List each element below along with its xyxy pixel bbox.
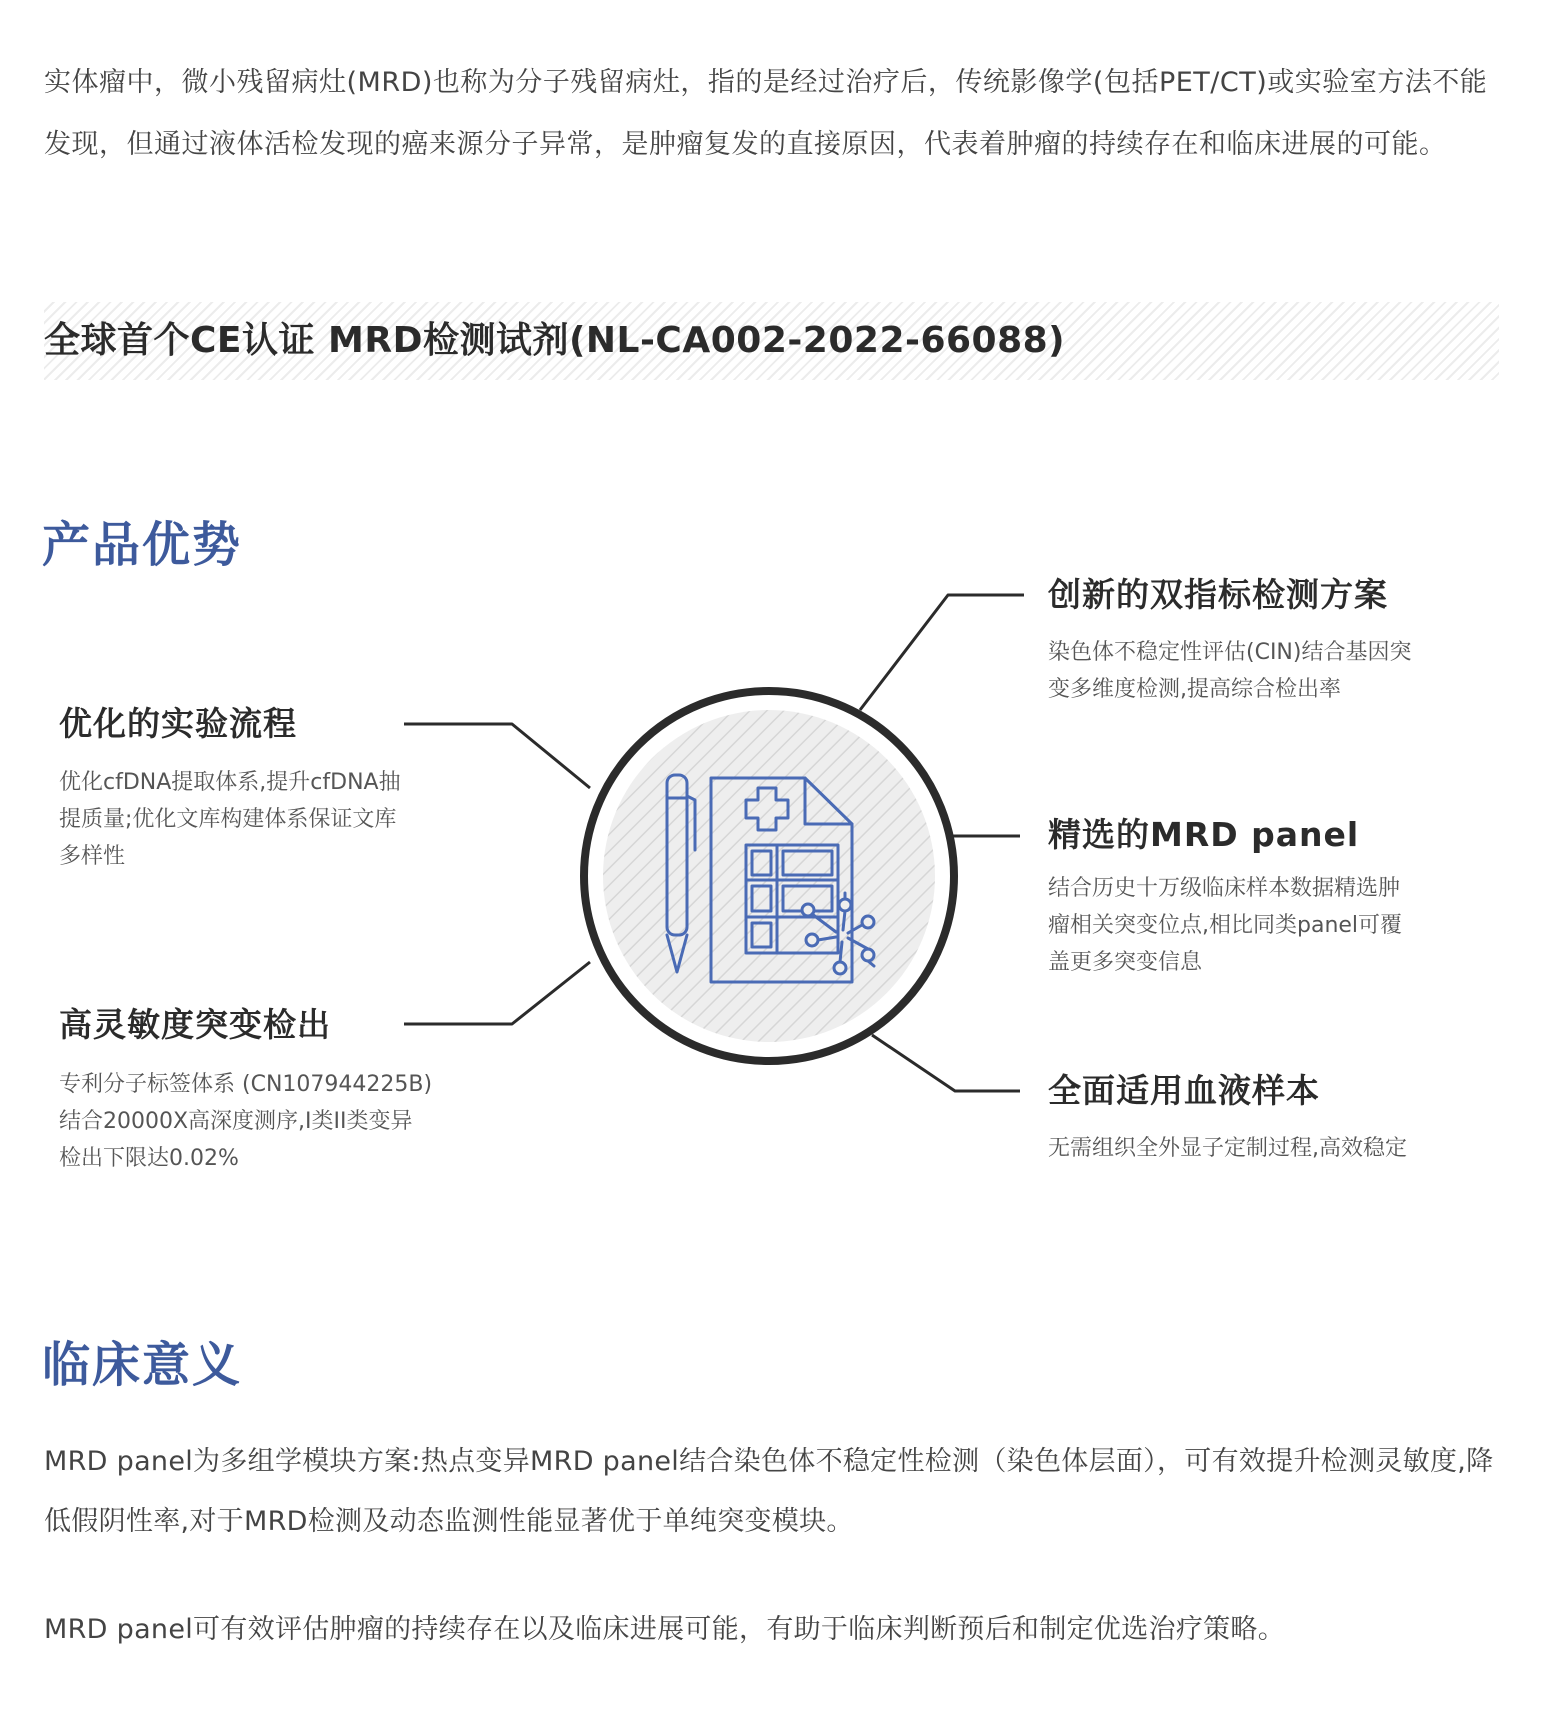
feature-desc-mrd-panel: 结合历史十万级临床样本数据精选肿 瘤相关突变位点,相比同类panel可覆 盖更多突变信息	[1048, 876, 1403, 975]
connector-line-top-right	[860, 595, 1024, 710]
feature-desc-dual-index: 染色体不稳定性评估(CIN)结合基因突 变多维度检测,提高综合检出率	[1048, 640, 1412, 702]
center-circle-fill	[603, 710, 935, 1042]
feature-desc-sensitivity: 专利分子标签体系 (CN107944225B) 结合20000X高深度测序,I类II类变异 检出下限达0.02%	[59, 1072, 433, 1171]
feature-title-dual-index: 创新的双指标检测方案	[1048, 575, 1388, 614]
feature-desc-workflow: 优化cfDNA提取体系,提升cfDNA抽 提质量;优化文库构建体系保证文库 多样性	[59, 770, 401, 869]
certification-title: 全球首个CE认证 MRD检测试剂(NL-CA002-2022-66088)	[44, 320, 1066, 361]
clinical-paragraph-1: MRD panel为多组学模块方案:热点变异MRD panel结合染色体不稳定性检测（染色体层面），可有效提升检测灵敏度,降低假阴性率,对于MRD检测及动态监测性能显著优于单纯突变模块。	[44, 1446, 1494, 1537]
center-circle-ring	[584, 691, 954, 1061]
section-title-clinical: 临床意义	[42, 1337, 243, 1393]
intro-paragraph: 实体瘤中，微小残留病灶(MRD)也称为分子残留病灶，指的是经过治疗后，传统影像学(包括PET/CT)或实验室方法不能发现，但通过液体活检发现的癌来源分子异常，是肿瘤复发的直接原因，代表着肿瘤的持续存在和临床进展的可能。	[44, 67, 1488, 160]
feature-title-workflow: 优化的实验流程	[59, 704, 297, 743]
clinical-paragraph-2: MRD panel可有效评估肿瘤的持续存在以及临床进展可能，有助于临床判断预后和制定优选治疗策略。	[44, 1614, 1286, 1645]
connector-line-bottom-right	[872, 1035, 1020, 1091]
feature-title-mrd-panel: 精选的MRD panel	[1048, 815, 1360, 854]
feature-desc-blood-sample: 无需组织全外显子定制过程,高效稳定	[1048, 1136, 1407, 1161]
feature-title-blood-sample: 全面适用血液样本	[1048, 1071, 1320, 1110]
medical-report-pen-icon	[667, 775, 874, 982]
section-title-advantages: 产品优势	[42, 517, 243, 573]
feature-title-sensitivity: 高灵敏度突变检出	[59, 1005, 331, 1044]
connector-line-left-bottom	[404, 962, 590, 1024]
connector-line-left-top	[404, 724, 590, 788]
